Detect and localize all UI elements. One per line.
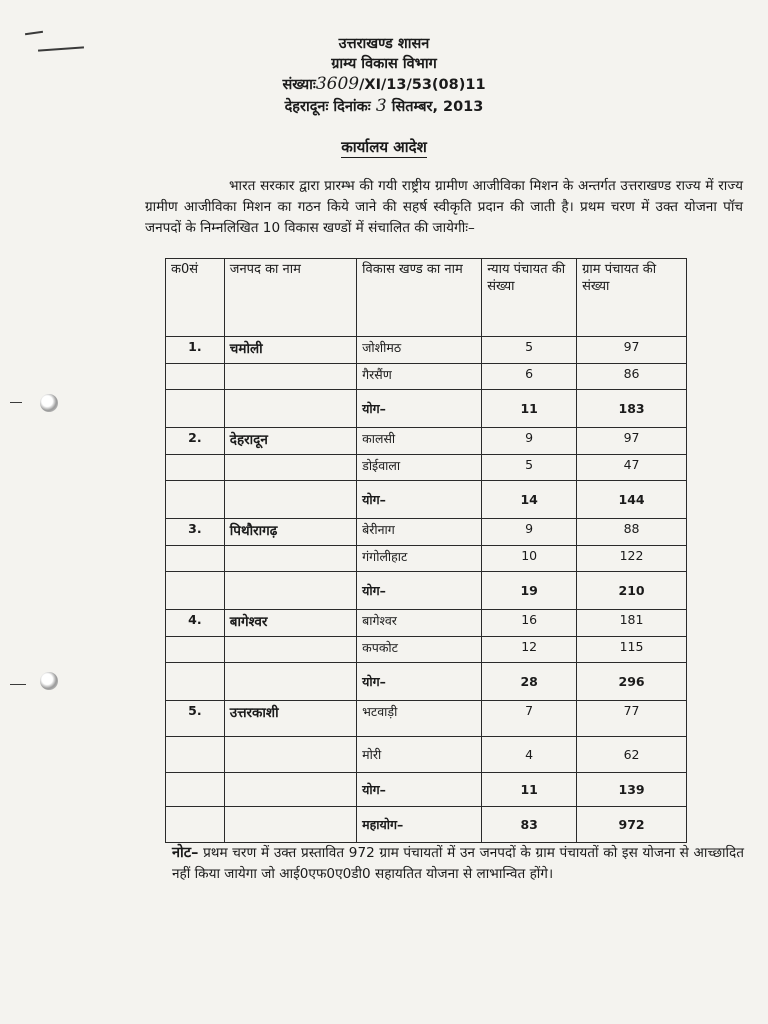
total-nyay-cell: 11 [482, 389, 577, 427]
total-gram-cell: 210 [577, 571, 687, 609]
block-cell: बेरीनाग [357, 518, 482, 545]
empty-cell [224, 663, 356, 701]
gram-cell: 62 [577, 737, 687, 773]
table-total-row [166, 773, 687, 807]
empty-cell [166, 455, 225, 481]
empty-cell [224, 773, 356, 807]
block-cell: कालसी [357, 427, 482, 454]
total-gram-cell: 183 [577, 389, 687, 427]
empty-cell [166, 637, 225, 663]
nyay-cell: 16 [482, 609, 577, 636]
district-cell: उत्तरकाशी [224, 701, 356, 737]
table-row [166, 337, 687, 364]
gram-cell: 181 [577, 609, 687, 636]
total-gram-cell: 139 [577, 773, 687, 807]
empty-cell [166, 571, 225, 609]
empty-cell [166, 807, 225, 843]
grand-total-gram-cell: 972 [577, 807, 687, 843]
scan-mark-left [10, 402, 22, 403]
empty-cell [224, 455, 356, 481]
gram-cell: 77 [577, 701, 687, 737]
empty-cell [166, 480, 225, 518]
table-row [166, 455, 687, 481]
grand-total-nyay-cell: 83 [482, 807, 577, 843]
block-table [165, 258, 687, 843]
block-cell: जोशीमठ [357, 337, 482, 364]
document-title [0, 137, 768, 157]
reference-suffix: /XI/13/53(08)11 [359, 77, 486, 93]
table-row [166, 609, 687, 636]
total-nyay-cell: 19 [482, 571, 577, 609]
table-total-row [166, 480, 687, 518]
table-row [166, 701, 687, 737]
serial-cell: 3. [166, 518, 225, 545]
table-total-row [166, 389, 687, 427]
table-row [166, 546, 687, 572]
document-title-text: कार्यालय आदेश [341, 138, 427, 156]
district-cell: पिथौरागढ़ [224, 518, 356, 545]
total-nyay-cell: 28 [482, 663, 577, 701]
empty-cell [224, 737, 356, 773]
note-text: प्रथम चरण में उक्त प्रस्तावित 972 ग्राम पंचायतों में उन जनपदों के ग्राम पंचायतों को इस योजना से आच्छादित नहीं किया जायेगा जो आई0एफ0ए0डी0 सहायतित योजना से लाभान्वित होंगे। [172, 845, 744, 882]
nyay-cell: 9 [482, 518, 577, 545]
header-district: जनपद का नाम [224, 259, 356, 337]
nyay-cell: 5 [482, 337, 577, 364]
nyay-cell: 9 [482, 427, 577, 454]
total-label-cell: योग– [357, 663, 482, 701]
table-total-row [166, 571, 687, 609]
punch-hole-bottom [40, 672, 58, 690]
date-prefix: देहरादूनः दिनांकः [284, 99, 371, 115]
block-cell: कपकोट [357, 637, 482, 663]
header-nyay-panchayat: न्याय पंचायत की संख्या [482, 259, 577, 337]
empty-cell [166, 773, 225, 807]
total-label-cell: योग– [357, 480, 482, 518]
table-row [166, 427, 687, 454]
empty-cell [166, 364, 225, 390]
table-row [166, 737, 687, 773]
nyay-cell: 7 [482, 701, 577, 737]
table-grand-total-row [166, 807, 687, 843]
total-gram-cell: 296 [577, 663, 687, 701]
table-total-row [166, 663, 687, 701]
gram-cell: 47 [577, 455, 687, 481]
note-paragraph [172, 843, 744, 885]
nyay-cell: 10 [482, 546, 577, 572]
header-block: विकास खण्ड का नाम [357, 259, 482, 337]
date-suffix: सितम्बर, 2013 [391, 99, 484, 115]
serial-cell: 2. [166, 427, 225, 454]
total-label-cell: योग– [357, 389, 482, 427]
header-serial: क0सं [166, 259, 225, 337]
gram-cell: 122 [577, 546, 687, 572]
nyay-cell: 12 [482, 637, 577, 663]
serial-cell: 1. [166, 337, 225, 364]
table-row [166, 518, 687, 545]
nyay-cell: 5 [482, 455, 577, 481]
total-gram-cell: 144 [577, 480, 687, 518]
total-label-cell: योग– [357, 773, 482, 807]
document-header [0, 34, 768, 118]
punch-hole-top [40, 394, 58, 412]
gram-cell: 97 [577, 427, 687, 454]
empty-cell [224, 389, 356, 427]
block-cell: डोईवाला [357, 455, 482, 481]
table-row [166, 364, 687, 390]
block-cell: बागेश्वर [357, 609, 482, 636]
nyay-cell: 6 [482, 364, 577, 390]
empty-cell [224, 546, 356, 572]
district-cell: बागेश्वर [224, 609, 356, 636]
total-nyay-cell: 14 [482, 480, 577, 518]
scan-mark-left-2 [10, 684, 26, 685]
gram-cell: 88 [577, 518, 687, 545]
block-cell: गैरसैंण [357, 364, 482, 390]
intro-paragraph: भारत सरकार द्वारा प्रारम्भ की गयी राष्ट्रीय ग्रामीण आजीविका मिशन के अन्तर्गत उत्तराखण्ड राज्य में राज्य ग्रामीण आजीविका मिशन का गठन किये जाने की सहर्ष स्वीकृति प्रदान की जाती है। प्रथम चरण में उक्त योजना पॉच जनपदों के निम्नलिखित 10 विकास खण्डों में संचालित की जायेगीः– [145, 178, 743, 236]
empty-cell [166, 663, 225, 701]
note-label: नोट– [172, 845, 199, 861]
gram-cell: 97 [577, 337, 687, 364]
district-cell: चमोली [224, 337, 356, 364]
reference-handwritten-number: 3609 [315, 74, 360, 94]
govt-name: उत्तराखण्ड शासन [338, 36, 430, 52]
nyay-cell: 4 [482, 737, 577, 773]
serial-cell: 4. [166, 609, 225, 636]
grand-total-label-cell: महायोग– [357, 807, 482, 843]
reference-prefix: संख्याः [282, 77, 316, 93]
empty-cell [224, 480, 356, 518]
total-nyay-cell: 11 [482, 773, 577, 807]
serial-cell: 5. [166, 701, 225, 737]
block-cell: गंगोलीहाट [357, 546, 482, 572]
place-date [0, 96, 768, 118]
empty-cell [166, 737, 225, 773]
empty-cell [166, 389, 225, 427]
empty-cell [224, 364, 356, 390]
gram-cell: 86 [577, 364, 687, 390]
table-header-row [166, 259, 687, 337]
block-cell: भटवाड़ी [357, 701, 482, 737]
department-name: ग्राम्य विकास विभाग [331, 56, 437, 72]
reference-number [0, 74, 768, 96]
district-cell: देहरादून [224, 427, 356, 454]
empty-cell [166, 546, 225, 572]
total-label-cell: योग– [357, 571, 482, 609]
gram-cell: 115 [577, 637, 687, 663]
block-cell: मोरी [357, 737, 482, 773]
empty-cell [224, 637, 356, 663]
header-gram-panchayat: ग्राम पंचायत की संख्या [577, 259, 687, 337]
table-row [166, 637, 687, 663]
empty-cell [224, 807, 356, 843]
date-handwritten-day: 3 [375, 96, 387, 116]
empty-cell [224, 571, 356, 609]
